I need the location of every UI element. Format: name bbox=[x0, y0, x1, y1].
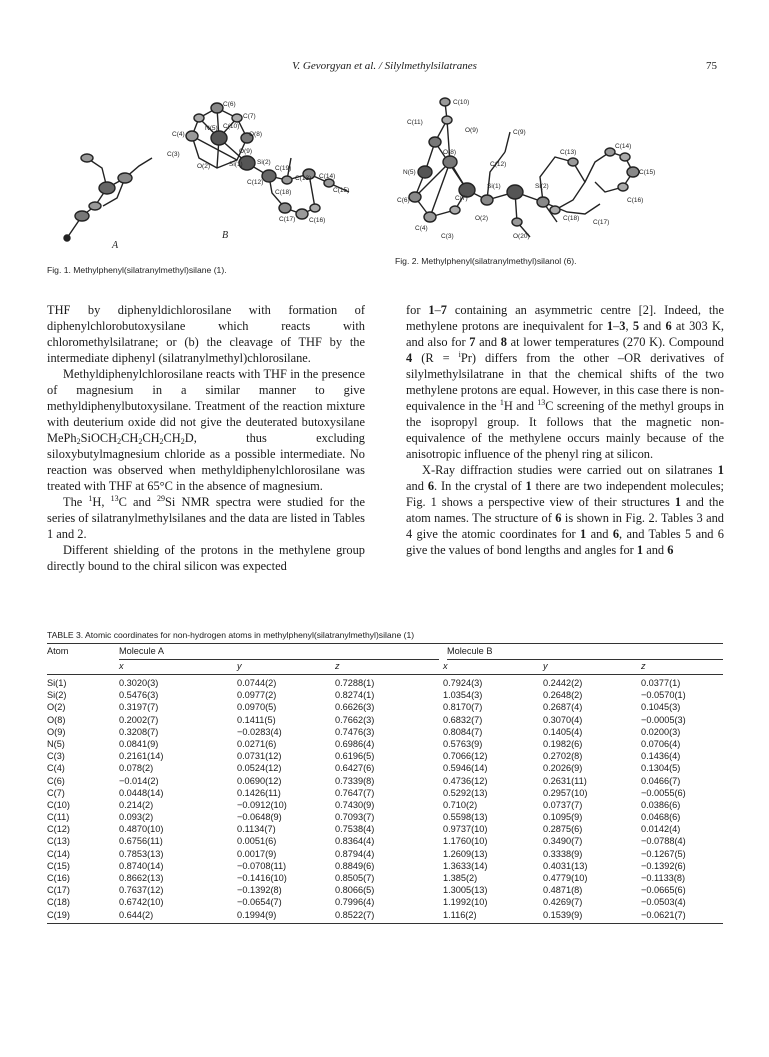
atom-label-cell: C(11) bbox=[47, 812, 70, 823]
table-row bbox=[47, 884, 723, 896]
coordinate-cell: 0.4031(13) bbox=[543, 860, 588, 871]
coordinate-cell: 0.5292(13) bbox=[443, 787, 488, 798]
atom-label-cell: O(2) bbox=[47, 702, 66, 713]
coordinate-cell: 0.7066(12) bbox=[443, 751, 488, 762]
coordinate-cell: −0.1133(8) bbox=[641, 873, 686, 883]
page-number: 75 bbox=[706, 60, 717, 72]
table-row bbox=[47, 726, 723, 738]
svg-text:O(8): O(8) bbox=[443, 149, 456, 156]
coordinate-cell: 0.1134(7) bbox=[237, 824, 276, 835]
table-row bbox=[47, 848, 723, 860]
svg-text:C(18): C(18) bbox=[563, 215, 580, 222]
coordinate-cell: 0.8740(14) bbox=[119, 860, 164, 871]
coordinate-cell: 0.7430(9) bbox=[335, 799, 375, 810]
coordinate-cell: 0.1045(3) bbox=[641, 702, 681, 713]
coordinate-cell: 1.116(2) bbox=[443, 909, 477, 920]
coordinate-cell: 0.0524(12) bbox=[237, 763, 282, 774]
table-row bbox=[47, 835, 723, 847]
coordinate-cell: 0.7339(8) bbox=[335, 775, 375, 786]
molecule-a-header: Molecule A bbox=[119, 646, 164, 656]
coordinate-cell: 0.7853(13) bbox=[119, 848, 164, 859]
coordinate-cell: 0.3338(9) bbox=[543, 848, 583, 859]
coordinate-cell: 0.0386(6) bbox=[641, 799, 681, 810]
molecule-a-label: A bbox=[112, 240, 119, 251]
coordinate-cell: 0.7924(3) bbox=[443, 678, 483, 688]
coordinate-cell: 0.078(2) bbox=[119, 763, 154, 774]
coordinate-cell: 0.2687(4) bbox=[543, 702, 583, 713]
coordinate-cell: −0.0005(3) bbox=[641, 714, 686, 725]
coordinate-cell: 0.6626(3) bbox=[335, 702, 375, 713]
coordinate-cell: 0.4870(10) bbox=[119, 824, 164, 835]
coordinate-cell: 0.1411(5) bbox=[237, 714, 276, 725]
coordinate-cell: 0.0690(12) bbox=[237, 775, 282, 786]
coordinate-cell: 0.2648(2) bbox=[543, 690, 583, 701]
svg-text:Si(2): Si(2) bbox=[257, 159, 271, 166]
coordinate-cell: 0.2631(11) bbox=[543, 775, 587, 786]
axis-x-a: x bbox=[119, 661, 124, 671]
coordinate-cell: 0.1436(4) bbox=[641, 751, 681, 762]
svg-text:C(19): C(19) bbox=[275, 165, 292, 172]
coordinate-cell: 0.0448(14) bbox=[119, 787, 164, 798]
left-paragraph-4: Different shielding of the protons in the methylene group directly bound to the chiral silicon was expected bbox=[47, 543, 365, 573]
svg-text:C(15): C(15) bbox=[333, 187, 350, 194]
atom-label-cell: C(14) bbox=[47, 848, 70, 859]
table-row bbox=[47, 714, 723, 726]
svg-text:C(14): C(14) bbox=[615, 143, 632, 150]
svg-text:O(20): O(20) bbox=[513, 233, 530, 240]
coordinate-cell: −0.0708(11) bbox=[237, 860, 287, 871]
coordinate-cell: 0.5598(13) bbox=[443, 812, 488, 823]
coordinate-cell: −0.0654(7) bbox=[237, 897, 282, 908]
coordinate-cell: −0.1392(6) bbox=[641, 860, 686, 871]
coordinate-cell: 0.3208(7) bbox=[119, 726, 159, 737]
coordinate-cell: 0.6742(10) bbox=[119, 897, 164, 908]
coordinate-cell: 0.3020(3) bbox=[119, 678, 159, 688]
figure-1 bbox=[47, 88, 377, 258]
coordinate-cell: 0.1095(9) bbox=[543, 812, 583, 823]
left-paragraph-1: THF by diphenyldichlorosilane with formation of diphenylchlorobutoxysilane which reacts with chloromethylsilatrane; or (b) the cleavage of THF by the intermediate diphenyl (silatranylmethyl)chlorosilane. bbox=[47, 303, 365, 365]
running-header bbox=[0, 60, 769, 76]
coordinate-cell: 0.0142(4) bbox=[641, 824, 681, 835]
table-row bbox=[47, 872, 723, 884]
coordinate-cell: 0.4269(7) bbox=[543, 897, 583, 908]
svg-text:C(6): C(6) bbox=[223, 101, 236, 108]
atom-label-cell: Si(1) bbox=[47, 678, 67, 688]
svg-text:Si(2): Si(2) bbox=[535, 183, 549, 190]
atom-label-cell: C(7) bbox=[47, 787, 65, 798]
coordinate-cell: −0.0055(6) bbox=[641, 787, 686, 798]
right-paragraph-1: for 1–7 containing an asymmetric centre [2]. Indeed, the methylene protons are inequivalent for 1–3, 5 and 6 at 303 K, and also for 7 and 8 at lower temperatures (270 K). Compound 4 (R = $^i$Pr) differs from the other –OR derivatives of silylmethylsilatrane in that the chemical shifts of the two methylene protons are equal. However, in this case there is non-equivalence in the $^1$H and $^{13}$C screening of the methyl groups in the isopropyl group. It follows that the magnetic non-equivalence of the methylene occurs mainly because of the anisotropic influence of the phenyl ring at silicon. bbox=[406, 303, 725, 461]
coordinate-cell: 0.2957(10) bbox=[543, 787, 588, 798]
coordinate-cell: 0.1405(4) bbox=[543, 726, 583, 737]
table-row bbox=[47, 775, 723, 787]
atom-label-cell: C(13) bbox=[47, 836, 70, 847]
svg-text:C(9): C(9) bbox=[513, 129, 526, 136]
coordinate-cell: 0.7996(4) bbox=[335, 897, 375, 908]
table-row bbox=[47, 799, 723, 811]
coordinate-cell: 0.2442(2) bbox=[543, 678, 583, 688]
coordinate-cell: 0.6196(5) bbox=[335, 751, 375, 762]
coordinate-cell: 1.3633(14) bbox=[443, 860, 488, 871]
atom-label-cell: C(15) bbox=[47, 860, 70, 871]
figure-2-caption: Fig. 2. Methylphenyl(silatranylmethyl)silanol (6). bbox=[395, 256, 577, 266]
coordinate-cell: 0.1994(9) bbox=[237, 909, 277, 920]
atom-label-cell: Si(2) bbox=[47, 690, 67, 701]
coordinate-cell: 0.1982(6) bbox=[543, 738, 583, 749]
coordinate-cell: 0.644(2) bbox=[119, 909, 154, 920]
atom-label-cell: C(12) bbox=[47, 824, 70, 835]
svg-text:C(15): C(15) bbox=[639, 169, 656, 176]
coordinate-cell: 0.8522(7) bbox=[335, 909, 375, 920]
coordinate-cell: 0.2161(14) bbox=[119, 751, 164, 762]
left-paragraph-3: The $^1$H, $^{13}$C and $^{29}$Si NMR spectra were studied for the series of silatranylmethylsilanes and the data are listed in Tables 1 and 2. bbox=[47, 494, 365, 541]
coordinate-cell: 0.2702(8) bbox=[543, 751, 583, 762]
coordinate-cell: 1.2609(13) bbox=[443, 848, 488, 859]
coordinate-cell: 0.4871(8) bbox=[543, 885, 583, 896]
coordinate-cell: 0.6427(6) bbox=[335, 763, 375, 774]
svg-text:C(17): C(17) bbox=[279, 216, 296, 223]
coordinate-cell: 0.0970(5) bbox=[237, 702, 277, 713]
svg-text:C(16): C(16) bbox=[309, 217, 326, 224]
coordinate-cell: 0.6986(4) bbox=[335, 738, 375, 749]
svg-text:C(12): C(12) bbox=[490, 161, 507, 168]
table-axis-header bbox=[47, 659, 723, 674]
coordinate-cell: 0.2026(9) bbox=[543, 763, 583, 774]
coordinate-cell: 1.3005(13) bbox=[443, 885, 488, 896]
svg-text:C(3): C(3) bbox=[167, 151, 180, 158]
table-group-header bbox=[47, 644, 723, 659]
coordinate-cell: −0.0621(7) bbox=[641, 909, 686, 920]
atom-label-cell: C(4) bbox=[47, 763, 65, 774]
axis-z-b: z bbox=[641, 661, 646, 671]
coordinate-cell: 0.0468(6) bbox=[641, 812, 681, 823]
atom-label-cell: N(5) bbox=[47, 738, 65, 749]
coordinate-cell: 0.7538(4) bbox=[335, 824, 375, 835]
figure-1-drawing bbox=[47, 88, 377, 258]
table-row bbox=[47, 689, 723, 701]
coordinate-cell: 0.7093(7) bbox=[335, 812, 375, 823]
svg-text:C(17): C(17) bbox=[593, 219, 610, 226]
coordinate-cell: −0.0648(9) bbox=[237, 812, 282, 823]
coordinate-cell: 0.1539(9) bbox=[543, 909, 583, 920]
table-row bbox=[47, 909, 723, 921]
svg-text:C(16): C(16) bbox=[627, 197, 644, 204]
coordinate-cell: −0.0665(6) bbox=[641, 885, 686, 896]
coordinate-cell: 0.3197(7) bbox=[119, 702, 159, 713]
svg-text:O(8): O(8) bbox=[249, 131, 262, 138]
molecule-b-label: B bbox=[222, 230, 229, 241]
coordinate-cell: 0.1426(11) bbox=[237, 787, 281, 798]
coordinate-cell: 0.2002(7) bbox=[119, 714, 159, 725]
coordinate-cell: 0.8794(4) bbox=[335, 848, 375, 859]
molecule-b-header: Molecule B bbox=[447, 646, 493, 656]
coordinate-cell: 0.8066(5) bbox=[335, 885, 375, 896]
coordinate-cell: 0.0731(12) bbox=[237, 751, 282, 762]
coordinate-cell: 0.0377(1) bbox=[641, 678, 681, 688]
table-row bbox=[47, 750, 723, 762]
svg-text:O(2): O(2) bbox=[475, 215, 488, 222]
svg-text:C(11): C(11) bbox=[407, 119, 423, 126]
svg-text:C(4): C(4) bbox=[172, 131, 185, 138]
atom-label-cell: O(9) bbox=[47, 726, 66, 737]
coordinate-cell: 1.0354(3) bbox=[443, 690, 483, 701]
coordinate-cell: 0.6756(11) bbox=[119, 836, 163, 847]
svg-text:Si(1): Si(1) bbox=[487, 183, 501, 190]
svg-text:C(10): C(10) bbox=[453, 99, 470, 106]
coordinate-cell: −0.0503(4) bbox=[641, 897, 686, 908]
coordinate-cell: 0.1304(5) bbox=[641, 763, 681, 774]
coordinate-cell: 0.7647(7) bbox=[335, 787, 375, 798]
coordinate-cell: 0.0737(7) bbox=[543, 799, 583, 810]
coordinate-cell: 0.093(2) bbox=[119, 812, 154, 823]
coordinate-cell: −0.0912(10) bbox=[237, 799, 287, 810]
svg-text:N(5): N(5) bbox=[403, 169, 416, 176]
coordinate-cell: 0.0744(2) bbox=[237, 678, 277, 688]
coordinate-cell: 0.5946(14) bbox=[443, 763, 488, 774]
figure-2-drawing bbox=[395, 92, 675, 252]
table-row bbox=[47, 677, 723, 689]
coordinate-cell: 0.5476(3) bbox=[119, 690, 159, 701]
svg-text:O(9): O(9) bbox=[239, 148, 252, 155]
coordinate-cell: −0.1416(10) bbox=[237, 873, 287, 883]
table-body bbox=[47, 675, 723, 921]
coordinate-cell: 0.0841(9) bbox=[119, 738, 159, 749]
coordinate-cell: 0.0051(6) bbox=[237, 836, 277, 847]
coordinate-cell: 0.0466(7) bbox=[641, 775, 681, 786]
table-3-caption: TABLE 3. Atomic coordinates for non-hydrogen atoms in methylphenyl(silatranylmethyl)silane (1) bbox=[47, 630, 415, 640]
svg-text:C(12): C(12) bbox=[247, 179, 264, 186]
table-row bbox=[47, 701, 723, 713]
table-row bbox=[47, 762, 723, 774]
atom-label-cell: C(10) bbox=[47, 799, 70, 810]
coordinate-cell: 0.8084(7) bbox=[443, 726, 483, 737]
atom-label-cell: O(8) bbox=[47, 714, 66, 725]
coordinate-cell: −0.1267(5) bbox=[641, 848, 686, 859]
coordinate-cell: 0.214(2) bbox=[119, 799, 154, 810]
svg-text:C(3): C(3) bbox=[441, 233, 454, 240]
coordinate-cell: 0.0017(9) bbox=[237, 848, 277, 859]
table-row bbox=[47, 787, 723, 799]
atom-label-cell: C(16) bbox=[47, 873, 70, 883]
svg-text:O(2): O(2) bbox=[197, 163, 210, 170]
atom-column-header: Atom bbox=[47, 646, 69, 656]
coordinate-cell: 1.1992(10) bbox=[443, 897, 488, 908]
atom-label-cell: C(6) bbox=[47, 775, 65, 786]
coordinate-cell: 0.0706(4) bbox=[641, 738, 681, 749]
coordinate-cell: 0.2875(6) bbox=[543, 824, 583, 835]
coordinate-cell: 0.3070(4) bbox=[543, 714, 583, 725]
right-paragraph-2: X-Ray diffraction studies were carried out on silatranes 1 and 6. In the crystal of 1 there are two independent molecules; Fig. 1 shows a perspective view of their structures 1 and the atom names. The structure of 6 is shown in Fig. 2. Tables 3 and 4 give the atomic coordinates for 1 and 6, and Tables 5 and 6 give the values of bond lengths and angles for 1 and 6 bbox=[406, 463, 724, 557]
table-row bbox=[47, 738, 723, 750]
svg-text:C(6): C(6) bbox=[397, 197, 410, 204]
svg-text:C(18): C(18) bbox=[275, 189, 292, 196]
coordinate-cell: −0.014(2) bbox=[119, 775, 159, 786]
coordinate-cell: 0.0271(6) bbox=[237, 738, 277, 749]
coordinate-cell: 0.8505(7) bbox=[335, 873, 375, 883]
right-column bbox=[406, 302, 724, 558]
axis-y-a: y bbox=[237, 661, 242, 671]
coordinate-cell: 0.4779(10) bbox=[543, 873, 588, 883]
svg-text:Si(1): Si(1) bbox=[229, 161, 243, 168]
coordinate-cell: −0.0283(4) bbox=[237, 726, 282, 737]
coordinate-cell: 0.7637(12) bbox=[119, 885, 164, 896]
axis-z-a: z bbox=[335, 661, 340, 671]
coordinate-cell: 0.8849(6) bbox=[335, 860, 375, 871]
coordinate-cell: −0.0570(1) bbox=[641, 690, 686, 701]
table-3 bbox=[47, 643, 723, 924]
coordinate-cell: −0.0788(4) bbox=[641, 836, 686, 847]
svg-text:C(13): C(13) bbox=[560, 149, 577, 156]
svg-text:C(4): C(4) bbox=[415, 225, 428, 232]
coordinate-cell: 0.7662(3) bbox=[335, 714, 375, 725]
svg-text:C(7): C(7) bbox=[455, 195, 468, 202]
left-paragraph-2: Methyldiphenylchlorosilane reacts with THF in the presence of magnesium in a similar manner to give methyldiphenylbutoxysilane. Treatment of the reaction mixture with deuterium oxide did not give the deuterated butoxysilane $MePh_2SiOCH_2CH_2CH_2CH_2D$, thus excluding siloxybutylmagnesium chloride as a possible intermediate. No reaction was observed when methyldiphenylchlorosilane was treated with THF at 65°C in the absence of magnesium. bbox=[47, 367, 365, 493]
coordinate-cell: 0.0977(2) bbox=[237, 690, 277, 701]
coordinate-cell: 0.9737(10) bbox=[443, 824, 488, 835]
coordinate-cell: 0.7288(1) bbox=[335, 678, 375, 688]
svg-text:C(14): C(14) bbox=[319, 173, 336, 180]
table-row bbox=[47, 823, 723, 835]
coordinate-cell: 0.5763(9) bbox=[443, 738, 483, 749]
coordinate-cell: 0.7476(3) bbox=[335, 726, 375, 737]
svg-text:N(5): N(5) bbox=[205, 125, 218, 132]
coordinate-cell: 1.385(2) bbox=[443, 873, 478, 883]
table-row bbox=[47, 860, 723, 872]
svg-text:C(10): C(10) bbox=[223, 123, 240, 130]
atom-label-cell: C(19) bbox=[47, 909, 70, 920]
coordinate-cell: −0.1392(8) bbox=[237, 885, 282, 896]
svg-text:C(7): C(7) bbox=[243, 113, 256, 120]
axis-x-b: x bbox=[443, 661, 448, 671]
atom-label-cell: C(18) bbox=[47, 897, 70, 908]
table-row bbox=[47, 811, 723, 823]
svg-text:O(9): O(9) bbox=[465, 127, 478, 134]
coordinate-cell: 0.8170(7) bbox=[443, 702, 483, 713]
coordinate-cell: 0.4736(12) bbox=[443, 775, 488, 786]
axis-y-b: y bbox=[543, 661, 548, 671]
coordinate-cell: 0.6832(7) bbox=[443, 714, 483, 725]
figure-1-caption: Fig. 1. Methylphenyl(silatranylmethyl)silane (1). bbox=[47, 265, 227, 275]
coordinate-cell: 0.8274(1) bbox=[335, 690, 375, 701]
atom-label-cell: C(17) bbox=[47, 885, 70, 896]
coordinate-cell: 0.3490(7) bbox=[543, 836, 583, 847]
coordinate-cell: 0.8364(4) bbox=[335, 836, 375, 847]
figure-2 bbox=[395, 92, 675, 252]
table-row bbox=[47, 896, 723, 908]
running-title: V. Gevorgyan et al. / Silylmethylsilatranes bbox=[292, 60, 477, 72]
coordinate-cell: 0.0200(3) bbox=[641, 726, 681, 737]
coordinate-cell: 0.710(2) bbox=[443, 799, 478, 810]
coordinate-cell: 0.8662(13) bbox=[119, 873, 164, 883]
atom-label-cell: C(3) bbox=[47, 751, 65, 762]
left-column bbox=[47, 302, 365, 574]
coordinate-cell: 1.1760(10) bbox=[443, 836, 488, 847]
svg-text:C(13): C(13) bbox=[295, 175, 312, 182]
